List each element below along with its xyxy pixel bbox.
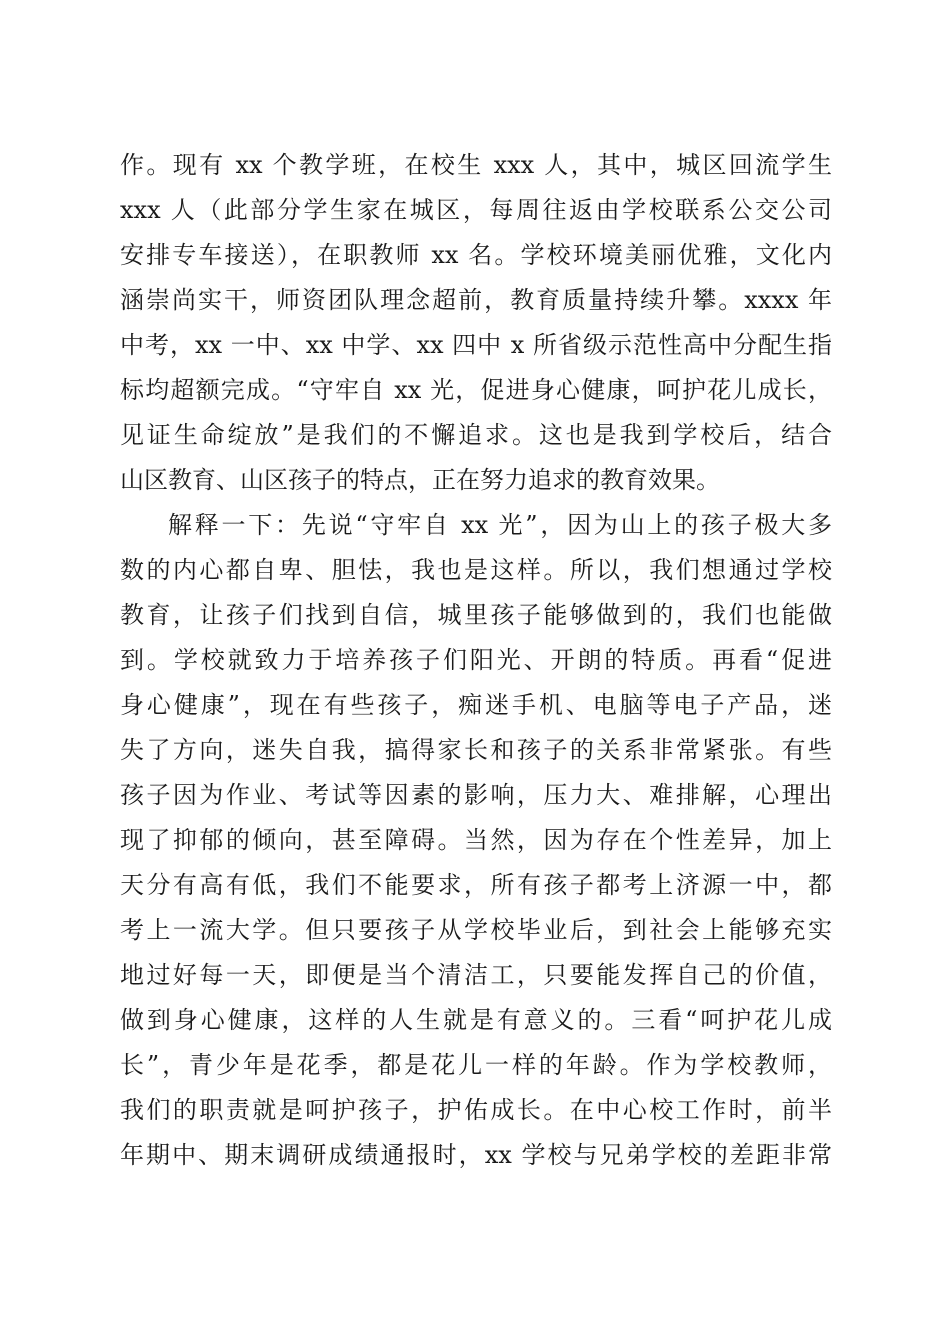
text-line: 地过好每一天，即便是当个清洁工，只要能发挥自己的价值， [120, 961, 832, 989]
text-line: 标均超额完成。“守牢自 xx 光，促进身心健康，呵护花儿成长， [120, 376, 832, 404]
text-line: 教育，让孩子们找到自信，城里孩子能够做到的，我们也能做 [120, 601, 832, 629]
text-line: 见证生命绽放”是我们的不懈追求。这也是我到学校后，结合 [120, 421, 832, 449]
text-line: 山区教育、山区孩子的特点，正在努力追求的教育效果。 [120, 466, 720, 494]
text-line: xxx 人（此部分学生家在城区，每周往返由学校联系公交公司 [120, 196, 832, 224]
text-line: 天分有高有低，我们不能要求，所有孩子都考上济源一中，都 [120, 871, 832, 899]
text-line: 解释一下：先说“守牢自 xx 光”，因为山上的孩子极大多 [168, 511, 832, 539]
text-line: 失了方向，迷失自我，搞得家长和孩子的关系非常紧张。有些 [120, 736, 832, 764]
text-line: 现了抑郁的倾向，甚至障碍。当然，因为存在个性差异，加上 [120, 826, 832, 854]
text-line: 作。现有 xx 个教学班，在校生 xxx 人，其中，城区回流学生 [120, 151, 832, 179]
text-line: 中考，xx 一中、xx 中学、xx 四中 x 所省级示范性高中分配生指 [120, 331, 832, 359]
text-line: 长”，青少年是花季，都是花儿一样的年龄。作为学校教师， [120, 1051, 832, 1079]
text-line: 安排专车接送），在职教师 xx 名。学校环境美丽优雅，文化内 [120, 241, 832, 269]
text-line: 涵崇尚实干，师资团队理念超前，教育质量持续升攀。xxxx 年 [120, 286, 832, 314]
text-line: 数的内心都自卑、胆怯，我也是这样。所以，我们想通过学校 [120, 556, 832, 584]
text-line: 做到身心健康，这样的人生就是有意义的。三看“呵护花儿成 [120, 1006, 832, 1034]
text-line: 我们的职责就是呵护孩子，护佑成长。在中心校工作时，前半 [120, 1096, 832, 1124]
text-line: 孩子因为作业、考试等因素的影响，压力大、难排解，心理出 [120, 781, 832, 809]
text-line: 考上一流大学。但只要孩子从学校毕业后，到社会上能够充实 [120, 916, 832, 944]
text-line: 到。学校就致力于培养孩子们阳光、开朗的特质。再看“促进 [120, 646, 832, 674]
text-line: 身心健康”，现在有些孩子，痴迷手机、电脑等电子产品，迷 [120, 691, 832, 719]
text-line: 年期中、期末调研成绩通报时，xx 学校与兄弟学校的差距非常 [120, 1141, 832, 1169]
